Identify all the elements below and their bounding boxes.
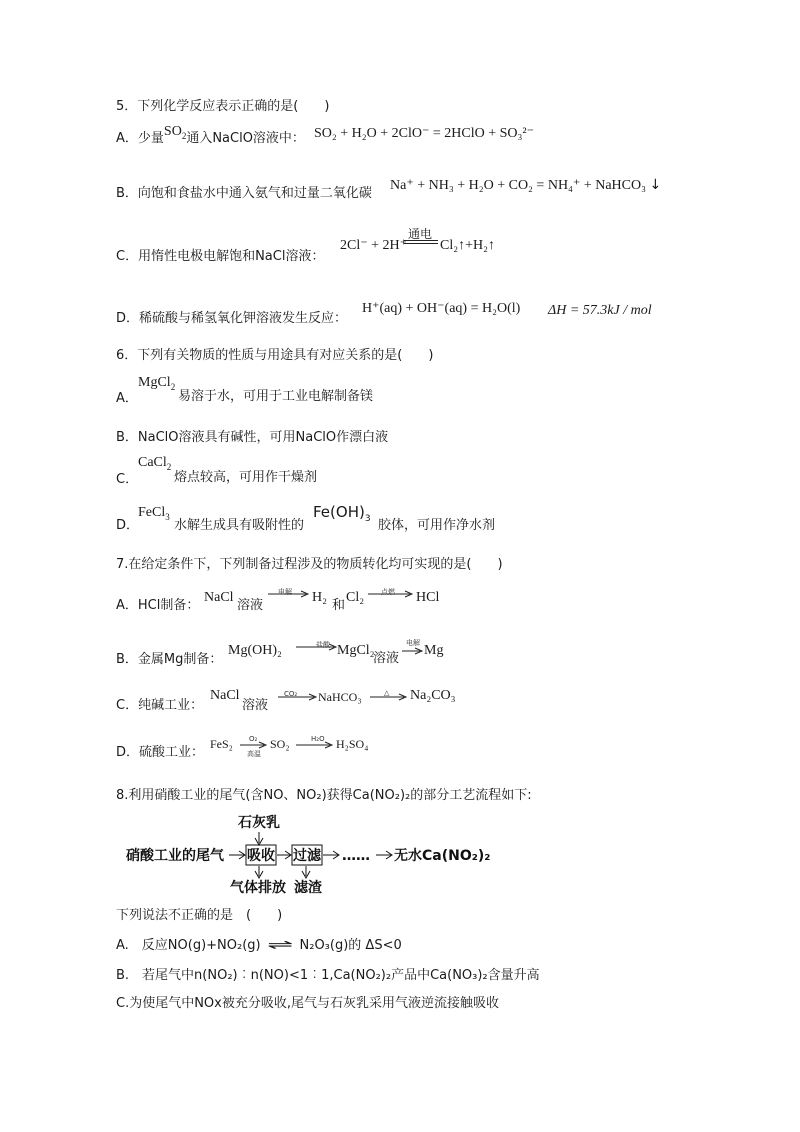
q8-a-equilibrium-arrow: ⇌ — [266, 938, 294, 953]
q7-a-h2: H₂ — [312, 590, 327, 605]
q7-b-solution: 溶液 — [373, 651, 400, 666]
q7-c-solution: 溶液 — [242, 698, 269, 713]
q7-a-label: A．HCl制备： — [116, 598, 200, 613]
q7-d-cond1b: 高温 — [247, 750, 261, 758]
q5-d-label: D．稀硫酸与稀氢氧化钾溶液发生反应： — [116, 311, 348, 326]
q5-a-label: A．少量 — [116, 131, 164, 146]
q7-d-so2: SO₂ — [270, 737, 290, 751]
flow-gas-out: 气体排放 — [230, 880, 286, 896]
flow-product: 无水Ca(NO₂)₂ — [394, 848, 491, 864]
flow-residue: 滤渣 — [294, 880, 322, 896]
q7-b-mg: Mg — [424, 643, 444, 658]
q7-d-cond2: H₂O — [311, 735, 325, 743]
q7-c-na2co3: Na₂CO₃ — [410, 688, 456, 703]
q6-a-text: 易溶于水，可用于工业电解制备镁 — [178, 389, 374, 404]
q7-c-cond1: CO₂ — [284, 690, 298, 698]
q5-a-equation: SO₂ + H₂O + 2ClO⁻ = 2HClO + SO₃²⁻ — [314, 126, 535, 141]
q7-a-cond2: 点燃 — [381, 588, 395, 596]
q8-option-a: A. 反应NO(g)+NO₂(g) ⇌ N₂O₃(g)的 ΔS<0 — [116, 938, 402, 953]
q7-c-cond2: △ — [384, 689, 390, 697]
q7-d-cond1: O₂ — [249, 735, 258, 743]
flow-lime: 石灰乳 — [238, 815, 280, 831]
q6-d-formula2: $Fe(OH)_3$ — [313, 503, 371, 524]
q6-c-label: C． — [116, 472, 139, 487]
q8-option-b: B. 若尾气中n(NO₂)︰n(NO)<1︰1,Ca(NO₂)₂产品中Ca(NO₃)₂含量升高 — [116, 968, 540, 983]
q6-d-text1: 水解生成具有吸附性的 — [174, 518, 305, 533]
flow-tail-gas: 硝酸工业的尾气 — [126, 848, 224, 864]
q7-d-label: D．硫酸工业： — [116, 745, 205, 760]
q7-a-solution: 溶液 — [237, 598, 264, 613]
q7-c-reactant: NaCl — [210, 688, 240, 703]
q7-c-label: C．纯碱工业： — [116, 698, 204, 713]
q6-stem: 6．下列有关物质的性质与用途具有对应关系的是( ) — [116, 348, 434, 363]
q5-a-so2: $SO_2$ — [163, 124, 187, 141]
q5-b-label: B．向饱和食盐水中通入氨气和过量二氧化碳 — [116, 186, 372, 201]
q5-d-equation: H⁺(aq) + OH⁻(aq) = H₂O(l) — [362, 301, 521, 316]
q8-option-c: C.为使尾气中NOx被充分吸收,尾气与石灰乳采用气液逆流接触吸收 — [116, 996, 499, 1011]
q6-d-formula: FeCl$_3$ — [138, 505, 170, 522]
q6-c-formula: CaCl$_2$ — [138, 455, 172, 472]
q7-a-cond1: 电解 — [278, 588, 292, 596]
q7-a-and: 和 — [332, 598, 346, 613]
q5-d-enthalpy: ΔH = 57.3kJ / mol — [548, 303, 652, 318]
q6-c-text: 熔点较高，可用作干燥剂 — [174, 470, 318, 485]
q7-d-h2so4: H₂SO₄ — [336, 737, 369, 751]
q5-c-label: C．用惰性电极电解饱和NaCl溶液： — [116, 249, 325, 264]
q5-stem: 5．下列化学反应表示正确的是( ) — [116, 99, 330, 114]
q7-b-mgcl2: MgCl₂ — [337, 643, 375, 658]
q8-stem: 8.利用硝酸工业的尾气(含NO、NO₂)获得Ca(NO₂)₂的部分工艺流程如下: — [116, 788, 532, 803]
q6-a-label: A． — [116, 391, 138, 406]
q5-a-rest: 通入NaClO溶液中： — [186, 131, 305, 146]
q7-b-label: B．金属Mg制备： — [116, 652, 223, 667]
q5-c-condition: 通电 — [408, 227, 433, 241]
q7-b-reactant: Mg(OH)₂ — [228, 643, 282, 658]
flow-filter: 过滤 — [293, 848, 321, 864]
flow-dots: …… — [342, 848, 370, 864]
q6-b-text: B．NaClO溶液具有碱性，可用NaClO作漂白液 — [116, 430, 389, 445]
q5-b-equation: Na⁺ + NH₃ + H₂O + CO₂ = NH₄⁺ + NaHCO₃ ↓ — [390, 177, 662, 193]
q7-b-cond2: 电解 — [406, 639, 420, 647]
q7-stem: 7.在给定条件下，下列制备过程涉及的物质转化均可实现的是( ) — [116, 557, 503, 572]
q7-d-reactant: FeS₂ — [210, 737, 233, 751]
q5-c-rhs: Cl₂↑+H₂↑ — [440, 238, 495, 253]
q8-question: 下列说法不正确的是 ( ) — [116, 908, 283, 923]
q6-a-formula: MgCl$_2$ — [138, 375, 176, 392]
q6-d-label: D． — [116, 518, 140, 533]
q7-b-cond1: 盐酸 — [316, 641, 330, 649]
q6-d-text2: 胶体，可用作净水剂 — [378, 518, 496, 533]
flow-absorb: 吸收 — [247, 848, 275, 864]
q5-c-lhs: 2Cl⁻ + 2H⁺ — [340, 238, 408, 253]
q7-c-nahco3: NaHCO₃ — [318, 690, 362, 704]
q7-a-reactant: NaCl — [204, 590, 234, 605]
q7-a-hcl: HCl — [416, 590, 440, 605]
q7-a-cl2: Cl₂ — [346, 590, 365, 605]
